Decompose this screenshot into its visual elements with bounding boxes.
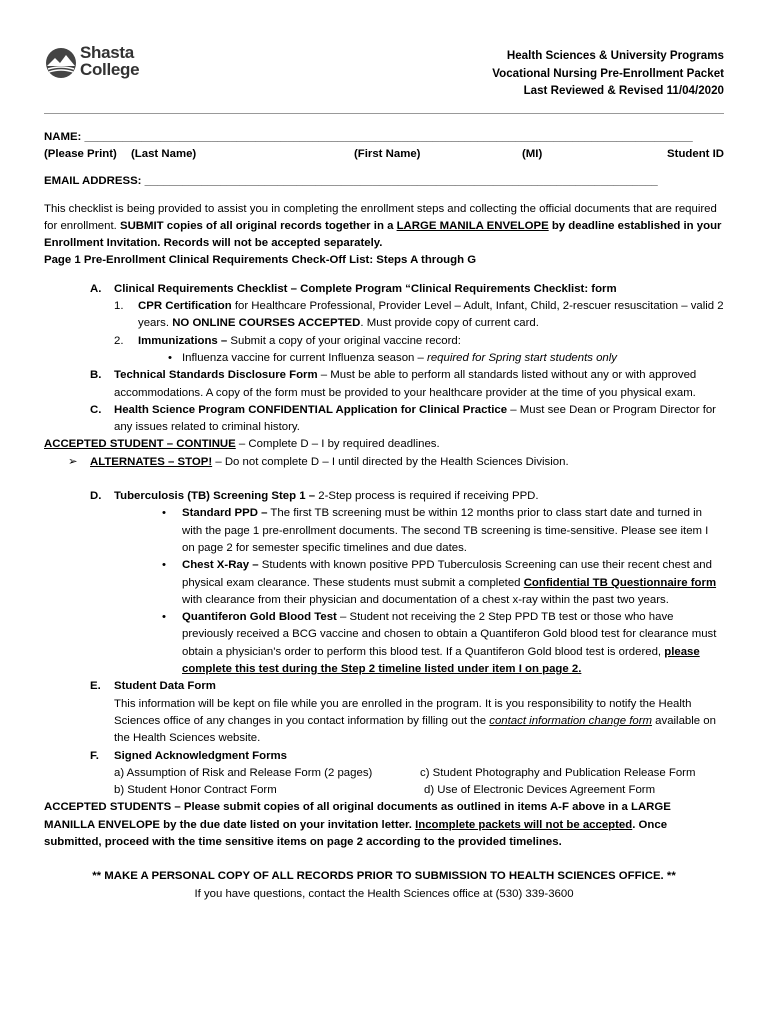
item-a-2-num: 2. (114, 334, 124, 347)
influenza-italic: required for Spring start students only (427, 351, 617, 364)
item-d (44, 488, 724, 505)
alternates-line (44, 454, 724, 471)
immunizations-text: Submit a copy of your original vaccine record: (227, 334, 461, 347)
item-b (44, 367, 724, 402)
item-e-text (44, 696, 724, 748)
item-b-letter: B. (90, 369, 102, 382)
contact-change-form-link[interactable]: contact information change form (489, 714, 652, 727)
alternates-text: – Do not complete D – I until directed by the Health Sciences Division. (212, 455, 569, 468)
mi-label: (MI) (522, 148, 543, 161)
intro-paragraph (44, 201, 724, 253)
item-d-letter: D. (90, 490, 102, 503)
item-f-row-2 (44, 782, 724, 799)
item-e-title: Student Data Form (114, 680, 216, 693)
header-line-2: Vocational Nursing Pre-Enrollment Packet (492, 66, 724, 80)
quantiferon-text: – Student not receiving the 2 Step PPD TB test or those who have previously received a BCG vaccine and chosen to obtain a Quantiferon Gold blood test for clearance must obtain a physician’s order to perform this blood test. If a Quantiferon Gold blood test is ordered, (182, 611, 717, 658)
item-d-title: Tuberculosis (TB) Screening Step 1 – (114, 490, 316, 503)
copy-notice: ** MAKE A PERSONAL COPY OF ALL RECORDS PRIOR TO SUBMISSION TO HEALTH SCIENCES OFFICE. ** (92, 870, 676, 883)
immunizations-label: Immunizations – (138, 334, 228, 347)
item-b-title: Technical Standards Disclosure Form (114, 369, 318, 382)
page1-heading: Page 1 Pre-Enrollment Clinical Requirements Check-Off List: Steps A through G (44, 254, 477, 267)
item-a-letter: A. (90, 282, 102, 295)
item-f-letter: F. (90, 749, 99, 762)
form-d: d) Use of Electronic Devices Agreement Form (424, 784, 656, 797)
item-c-letter: C. (90, 403, 102, 416)
intro-text-2: SUBMIT copies of all original records together in a (119, 219, 397, 232)
quantiferon-step2-note: please complete this test during the Step 2 timeline listed under item I on page 2. (182, 645, 700, 676)
item-a-1-num: 1. (114, 300, 124, 313)
final-text-1: – Please submit copies of all original documents as outlined in items A-F above in a LARGE MANILLA ENVELOPE by the due date listed on your invitation letter. (44, 801, 671, 831)
item-a-1 (44, 298, 724, 333)
final-text-2: . Once submitted, proceed with the time sensitive items on page 2 according to the provided timelines. (44, 818, 668, 848)
item-f-row-1 (44, 765, 724, 782)
header-divider (44, 113, 724, 114)
arrow-icon: ➢ (68, 455, 78, 468)
alternates-label: ALTERNATES – STOP! (90, 455, 213, 468)
cpr-text-2: . Must provide copy of current card. (360, 317, 539, 330)
document-header (492, 47, 724, 100)
chest-xray-text: Students with known positive PPD Tuberculosis Screening can use their recent chest and physical exam clearance. These students must submit a completed (182, 559, 712, 589)
email-label: EMAIL ADDRESS: (44, 175, 142, 188)
contact-line: If you have questions, contact the Health Sciences office at (530) 339-3600 (194, 887, 574, 900)
document-body (44, 129, 724, 903)
item-e-body: This information will be kept on file while you are enrolled in the program. It is you responsibility to notify the Health Sciences office of any changes in you contact information by filling out the (114, 697, 692, 727)
item-a-2 (44, 333, 724, 350)
item-f (44, 748, 724, 765)
incomplete-packets-note: Incomplete packets will not be accepted (415, 818, 633, 831)
item-e (44, 678, 724, 695)
item-e-letter: E. (90, 680, 101, 693)
item-f-title: Signed Acknowledgment Forms (114, 749, 287, 762)
final-instructions (44, 799, 724, 851)
chest-xray-bullet (44, 557, 724, 609)
standard-ppd-text: The first TB screening must be within 12 months prior to class start date and turned in with the page 1 pre-enrollment documents. The second TB screening is time-sensitive. Please see item I on page 2 for semester specific timelines and due dates. (182, 507, 709, 554)
bullet-icon: • (168, 351, 172, 364)
bullet-icon: • (162, 611, 166, 624)
name-line[interactable]: ________________________________________________________________________________________________ (84, 131, 693, 143)
name-field[interactable] (44, 129, 724, 146)
name-label: NAME: (44, 131, 82, 143)
standard-ppd-label: Standard PPD – (182, 507, 268, 520)
influenza-bullet (44, 350, 724, 367)
logo-line-1: Shasta (80, 43, 134, 62)
logo-line-2: College (80, 60, 140, 79)
cpr-text: for Healthcare Professional, Provider Level – Adult, Infant, Child, 2-rescuer resuscitation – valid 2 years. (138, 300, 724, 330)
chest-xray-text-2: with clearance from their physician and documentation of a chest x-ray within the past two years. (182, 593, 669, 606)
first-name-label: (First Name) (354, 148, 421, 161)
intro-text-4: by deadline established in your Enrollment Invitation. Records will not be accepted separately. (44, 219, 722, 250)
influenza-text: Influenza vaccine for current Influenza season – (182, 351, 428, 364)
item-c-text: – Must see Dean or Program Director for any issues related to criminal history. (114, 403, 716, 434)
item-c-title: Health Science Program CONFIDENTIAL Application for Clinical Practice (114, 403, 508, 416)
item-c (44, 402, 724, 437)
form-c: c) Student Photography and Publication Release Form (420, 766, 696, 779)
cpr-label: CPR Certification (138, 300, 232, 313)
final-label: ACCEPTED STUDENTS (44, 801, 172, 814)
accepted-label: ACCEPTED STUDENT – CONTINUE (44, 438, 236, 451)
email-line[interactable]: _________________________________________________________________________________ (144, 175, 658, 188)
item-e-body-2: available on the Health Sciences website. (114, 714, 716, 745)
bullet-icon: • (162, 507, 166, 520)
header-line-1: Health Sciences & University Programs (506, 49, 724, 62)
email-field[interactable] (44, 173, 724, 190)
please-print-label: (Please Print) (44, 148, 117, 161)
header-line-3: Last Reviewed & Revised 11/04/2020 (523, 84, 724, 97)
shasta-college-logo (44, 44, 156, 84)
item-a (44, 281, 724, 298)
item-b-text: – Must be able to perform all standards listed without any or with approved accommodations. A copy of the form must be provided to your healthcare provider at the time of you physical exam. (114, 369, 697, 399)
accepted-text: – Complete D – I by required deadlines. (235, 438, 440, 451)
form-b: b) Student Honor Contract Form (114, 784, 277, 797)
item-d-text: 2-Step process is required if receiving PPD. (315, 490, 539, 503)
form-a: a) Assumption of Risk and Release Form (2 pages) (114, 766, 373, 779)
student-id-label: Student ID (667, 148, 724, 161)
intro-envelope: LARGE MANILA ENVELOPE (396, 219, 549, 232)
chest-xray-label: Chest X-Ray – (182, 559, 259, 572)
quantiferon-bullet (44, 609, 724, 678)
bullet-icon: • (162, 559, 166, 572)
standard-ppd-bullet (44, 505, 724, 557)
tb-questionnaire-link[interactable]: Confidential TB Questionnaire form (523, 576, 717, 589)
item-a-title: Clinical Requirements Checklist – Complete Program “Clinical Requirements Checklist: form (114, 282, 617, 295)
mountain-sun-icon (44, 46, 78, 80)
name-sublabels (44, 146, 724, 163)
quantiferon-label: Quantiferon Gold Blood Test (182, 611, 337, 624)
last-name-label: (Last Name) (131, 148, 197, 161)
accepted-student-line (44, 436, 724, 453)
no-online-text: NO ONLINE COURSES ACCEPTED (172, 317, 361, 330)
intro-text-1: This checklist is being provided to assist you in completing the enrollment steps and collecting the official documents that are required for enrollment. (44, 202, 717, 232)
